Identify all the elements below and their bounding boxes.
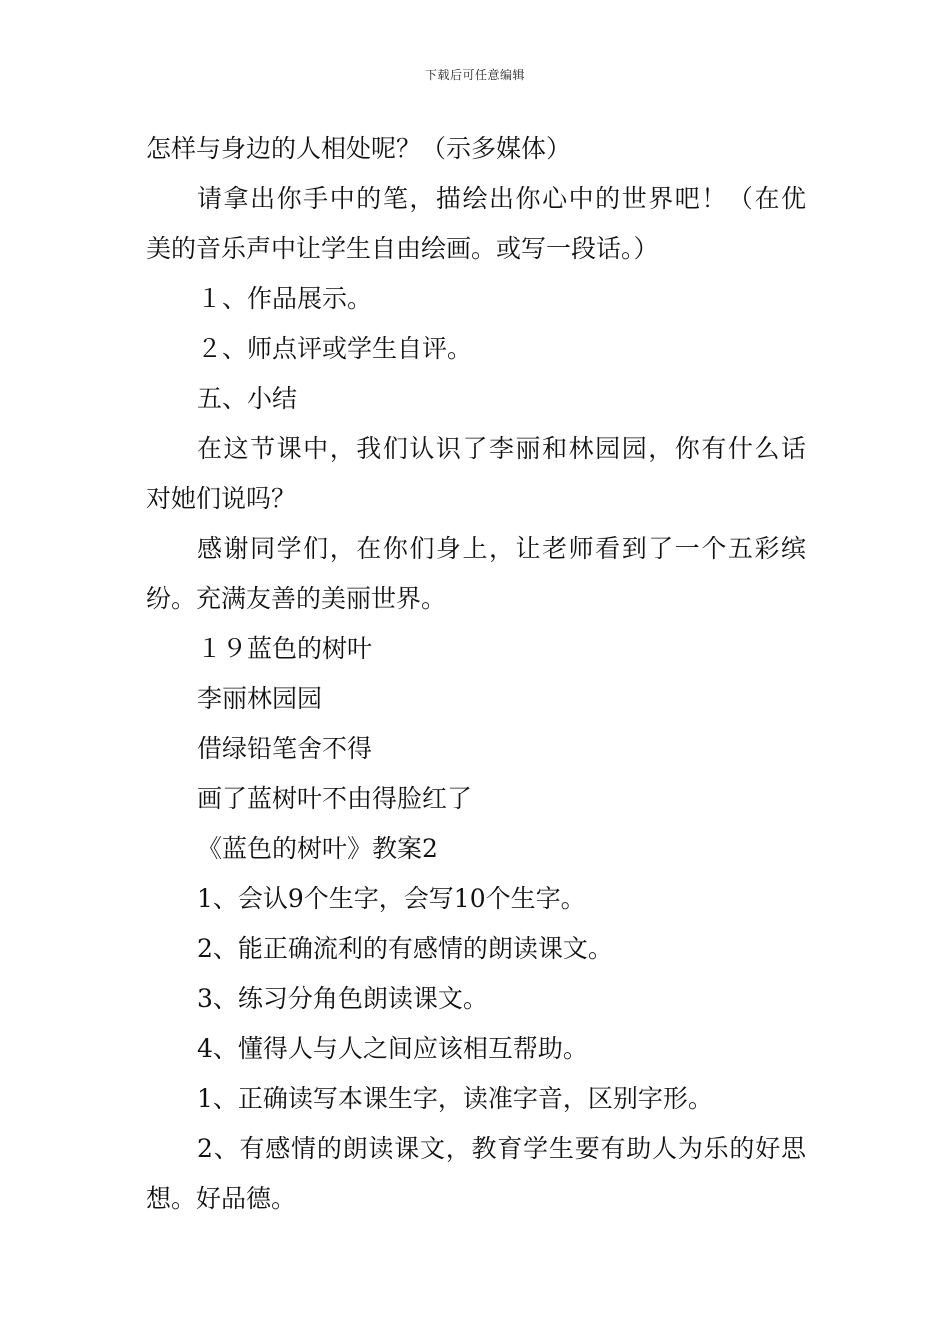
text-line: 感谢同学们，在你们身上，让老师看到了一个五彩缤: [197, 534, 806, 563]
board-line: 画了蓝树叶不由得脸红了: [197, 784, 473, 813]
document-body: [146, 124, 806, 1224]
text-line: 对她们说吗？: [146, 484, 297, 513]
text-line: 在这节课中，我们认识了李丽和林园园，你有什么话: [197, 434, 806, 463]
objective-item: 4、懂得人与人之间应该相互帮助。: [197, 1034, 588, 1063]
objective-item: 3、练习分角色朗读课文。: [197, 984, 488, 1013]
section-heading: 五、小结: [197, 384, 298, 413]
key-point-item: 1、正确读写本课生字，读准字音，区别字形。: [197, 1084, 713, 1113]
text-line: １、作品展示。: [197, 284, 373, 313]
text-line: 纷。充满友善的美丽世界。: [146, 584, 447, 613]
key-point-item: 2、有感情的朗读课文，教育学生要有助人为乐的好思: [197, 1134, 806, 1163]
board-title: １９蓝色的树叶: [197, 634, 373, 663]
objective-item: 1、会认9个生字，会写10个生字。: [197, 884, 586, 913]
text-line: 想。好品德。: [146, 1184, 297, 1213]
text-line: 美的音乐声中让学生自由绘画。或写一段话。）: [146, 234, 659, 263]
header-note: 下载后可任意编辑: [424, 68, 525, 82]
board-line: 借绿铅笔舍不得: [197, 734, 373, 763]
board-line: 李丽林园园: [197, 684, 323, 713]
text-line: ２、师点评或学生自评。: [197, 334, 473, 363]
text-line: 怎样与身边的人相处呢？（示多媒体）: [146, 134, 572, 163]
lesson-plan-title: 《蓝色的树叶》教案2: [197, 834, 438, 863]
text-line: 请拿出你手中的笔，描绘出你心中的世界吧！（在优: [197, 184, 806, 213]
objective-item: 2、能正确流利的有感情的朗读课文。: [197, 934, 613, 963]
